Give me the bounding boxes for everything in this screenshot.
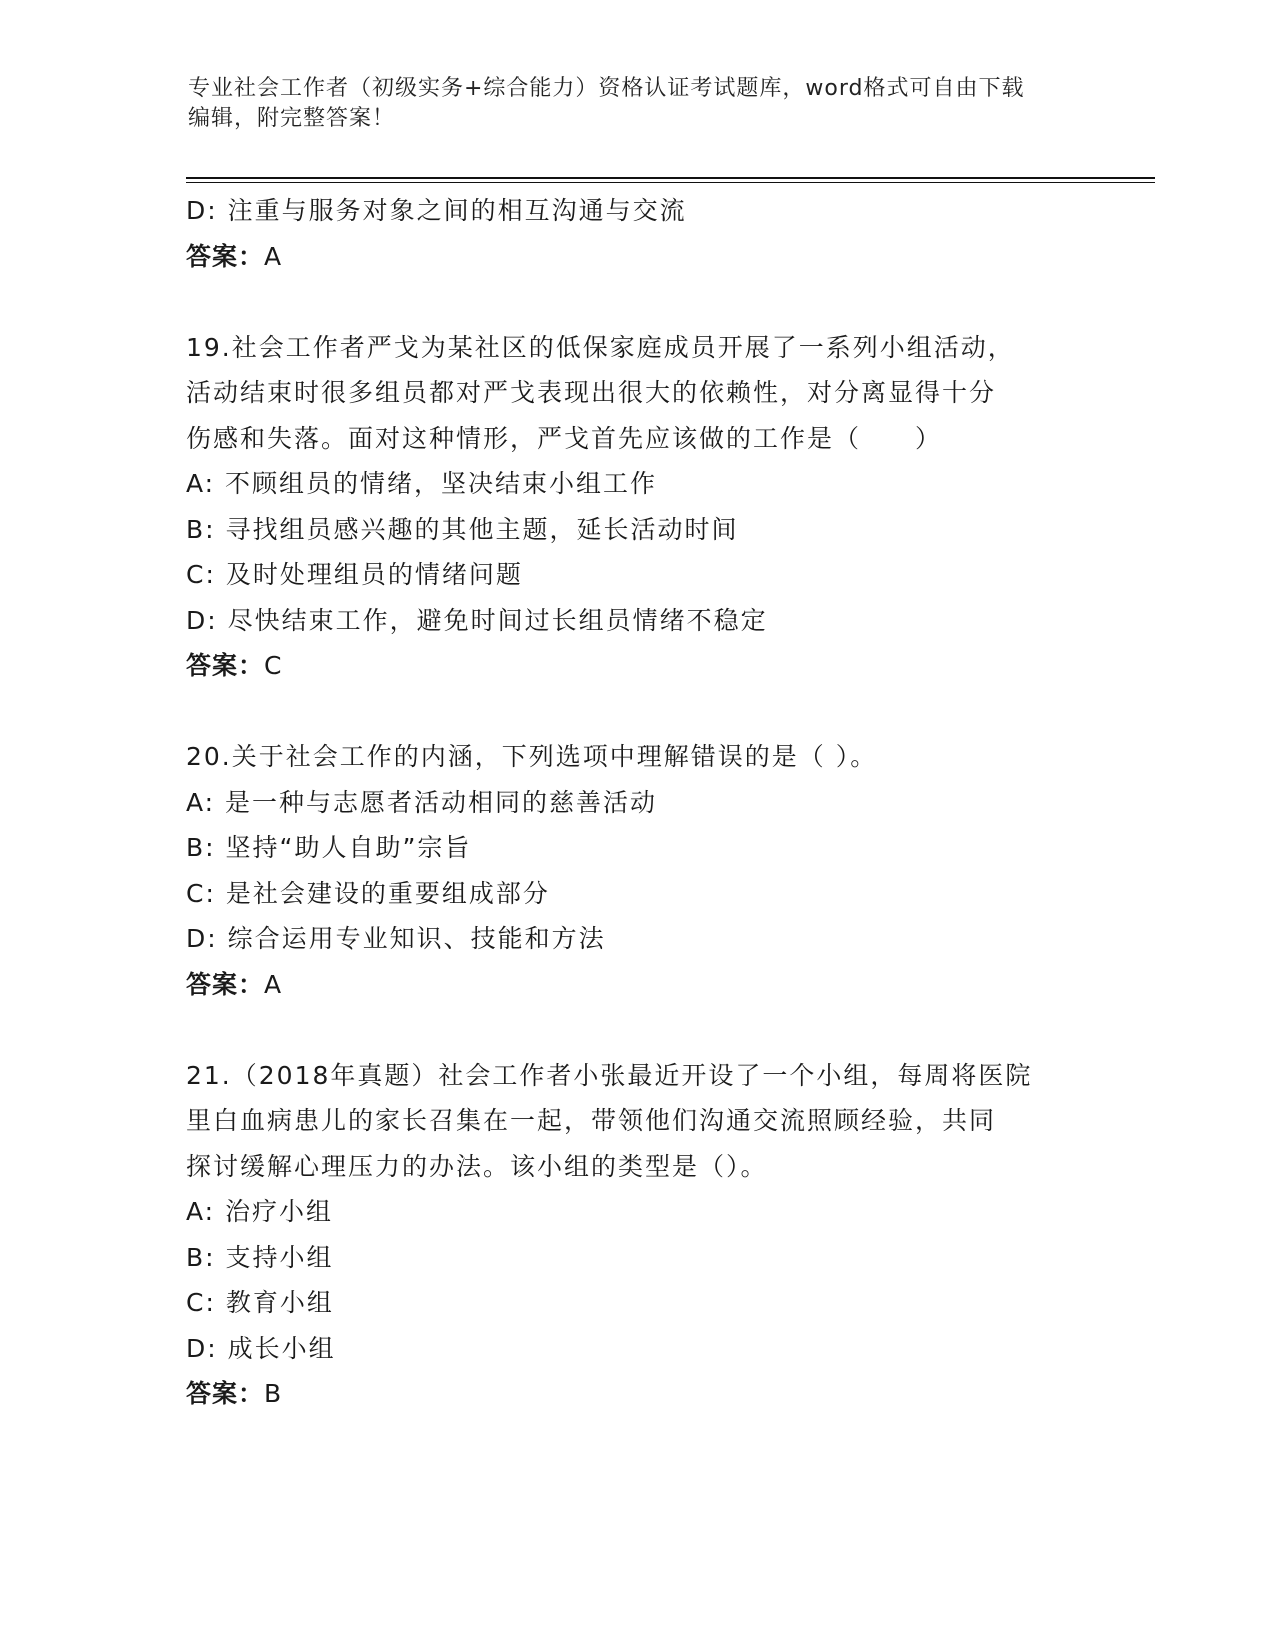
question-stem-line: 伤感和失落。面对这种情形，严戈首先应该做的工作是（ ） [186, 423, 943, 453]
answer-line [186, 962, 1086, 1008]
question-stem-line: 21.（2018年真题）社会工作者小张最近开设了一个小组，每周将医院 [186, 1060, 1033, 1090]
question-19 [186, 325, 1086, 689]
header-line-1: 专业社会工作者（初级实务+综合能力）资格认证考试题库，word格式可自由下载 [188, 76, 1025, 101]
question-20 [186, 734, 1086, 1007]
option-c: C: 及时处理组员的情绪问题 [186, 560, 523, 589]
header-divider-thin [186, 182, 1155, 183]
answer-label: 答案： [186, 651, 265, 680]
answer-line [186, 643, 1086, 689]
option-a: A: 治疗小组 [186, 1197, 334, 1226]
answer-value: A [264, 241, 283, 271]
spacer [186, 689, 1086, 735]
question-stem-line: 20.关于社会工作的内涵，下列选项中理解错误的是（ ）。 [186, 742, 878, 771]
option-d: D: 成长小组 [186, 1333, 336, 1363]
question-21 [186, 1053, 1086, 1417]
option-c: C: 教育小组 [186, 1288, 334, 1317]
spacer [186, 1007, 1086, 1053]
question-stem-line: 活动结束时很多组员都对严戈表现出很大的依赖性，对分离显得十分 [186, 378, 997, 407]
answer-line [186, 234, 1086, 280]
option-a: A: 不顾组员的情绪，坚决结束小组工作 [186, 469, 658, 498]
spacer [186, 279, 1086, 325]
option-b: B: 支持小组 [186, 1242, 334, 1272]
header-line-2: 编辑，附完整答案！ [188, 106, 396, 131]
question-stem-line: 探讨缓解心理压力的办法。该小组的类型是（）。 [186, 1151, 768, 1181]
answer-line [186, 1371, 1086, 1417]
answer-value: C [264, 651, 283, 680]
option-a: A: 是一种与志愿者活动相同的慈善活动 [186, 787, 658, 817]
answer-value: B [264, 1379, 283, 1408]
question-stem-line: 19.社会工作者严戈为某社区的低保家庭成员开展了一系列小组活动， [186, 332, 1015, 362]
answer-label: 答案： [186, 969, 265, 999]
option-d: D: 尽快结束工作，避免时间过长组员情绪不稳定 [186, 605, 768, 635]
previous-question-tail [186, 188, 1086, 279]
header-divider-thick [186, 177, 1155, 179]
option-b: B: 坚持“助人自助”宗旨 [186, 833, 472, 862]
question-content [186, 188, 1086, 1417]
page-header [188, 74, 1088, 134]
option-d: D: 综合运用专业知识、技能和方法 [186, 924, 606, 953]
option-c: C: 是社会建设的重要组成部分 [186, 878, 550, 908]
option-b: B: 寻找组员感兴趣的其他主题，延长活动时间 [186, 514, 739, 544]
option-d: D: 注重与服务对象之间的相互沟通与交流 [186, 196, 687, 225]
question-stem-line: 里白血病患儿的家长召集在一起，带领他们沟通交流照顾经验，共同 [186, 1106, 997, 1135]
answer-label: 答案： [186, 241, 265, 271]
answer-value: A [264, 969, 283, 999]
answer-label: 答案： [186, 1379, 265, 1408]
